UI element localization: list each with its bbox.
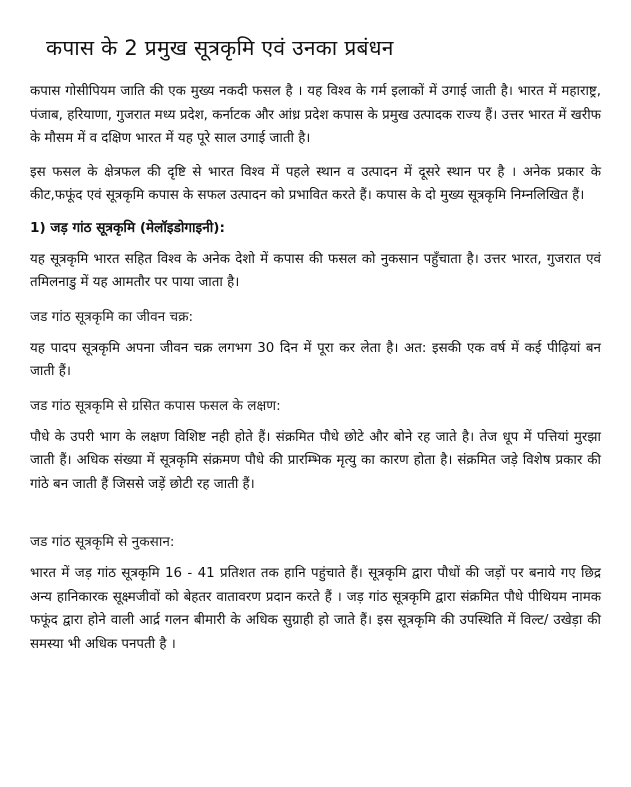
symptoms-heading: जड गांठ सूत्रकृमि से ग्रसित कपास फसल के लक्षण: bbox=[30, 397, 281, 414]
rootknot-paragraph: यह सूत्रकृमि भारत सहित विश्व के अनेक देशो में कपास की फसल को नुकसान पहुँचाता है। उत्तर भारत, गुजरात एवं तमिलनाडु में यह आमतौर पर पाया जाता है। bbox=[30, 251, 601, 290]
rootknot-heading: 1) जड़ गांठ सूत्रकृमि (मेलॉइडोगाइनी): bbox=[30, 219, 225, 236]
lifecycle-paragraph: यह पादप सूत्रकृमि अपना जीवन चक्र लगभग 30 दिन में पूरा कर लेता है। अत: इसकी एक वर्ष में कई पीढ़ियां बन जाती हैं। bbox=[30, 340, 601, 379]
lifecycle-heading: जड गांठ सूत्रकृमि का जीवन चक्र: bbox=[30, 308, 194, 325]
area-paragraph: इस फसल के क्षेत्रफल की दृष्टि से भारत विश्व में पहले स्थान व उत्पादन में दूसरे स्थान पर है । अनेक प्रकार के कीट,फफूंद एवं सूत्रकृमि कपास के सफल उत्पादन को प्रभावित करते हैं। कपास के दो मुख्य सूत्रकृमि निम्नलिखित हैं। bbox=[30, 164, 601, 203]
section-spacer bbox=[30, 506, 601, 520]
intro-paragraph: कपास गोसीपियम जाति की एक मुख्य नकदी फसल है । यह विश्व के गर्म इलाकों में उगाई जाती है। भारत में महाराष्ट्र, पंजाब, हरियाणा, गुजरात मध्य प्रदेश, कर्नाटक और आंध्र प्रदेश कपास के प्रमुख उत्पादक राज्य हैं। उत्तर भारत में खरीफ के मौसम में व दक्षिण भारत में यह पूरे साल उगाई जाती है। bbox=[30, 84, 601, 146]
symptoms-paragraph: पौधे के उपरी भाग के लक्षण विशिष्ट नही होते हैं। संक्रमित पौधे छोटे और बोने रह जाते है। तेज धूप में पत्तियां मुरझा जाती हैं। अधिक संख्या में सूत्रकृमि संक्रमण पौधे की प्रारम्भिक मृत्यु का कारण होता है। संक्रमित जड़े विशेष प्रकार की गांठे बन जाती हैं जिससे जड़ें छोटी रह जाती हैं। bbox=[30, 429, 601, 492]
document-title: कपास के 2 प्रमुख सूत्रकृमि एवं उनका प्रबंधन bbox=[46, 36, 394, 60]
damage-paragraph: भारत में जड़ गांठ सूत्रकृमि 16 - 41 प्रतिशत तक हानि पहुंचाते हैं। सूत्रकृमि द्वारा पौधों की जड़ों पर बनाये गए छिद्र अन्य हानिकारक सूक्ष्मजीवों को बेहतर वातावरण प्रदान करते हैं । जड़ गांठ सूत्रकृमि द्वारा संक्रमित पौधे पीथियम नामक फफूंद द्वारा होने वाली आर्द्र गलन बीमारी के अधिक सुग्राही हो जाते हैं। इस सूत्रकृमि की उपस्थिति में विल्ट/ उखेड़ा की समस्या भी अधिक पनपती है । bbox=[30, 566, 601, 652]
damage-heading: जड गांठ सूत्रकृमि से नुकसान: bbox=[30, 534, 175, 550]
